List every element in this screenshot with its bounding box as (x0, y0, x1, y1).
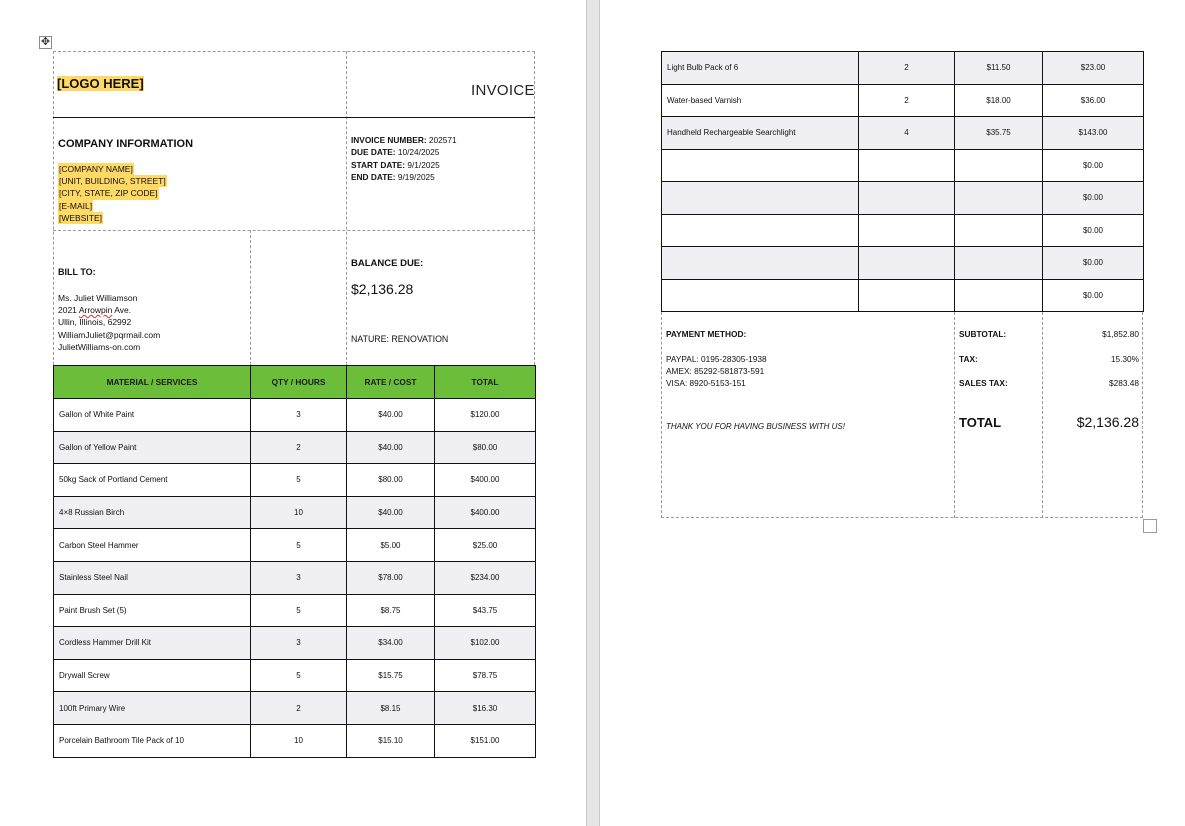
invoice-meta (351, 134, 457, 184)
tax-value: 15.30% (1110, 354, 1139, 364)
company-city-placeholder[interactable]: [CITY, STATE, ZIP CODE] (59, 188, 158, 199)
client-email: WilliamJuliet@pqrmail.com (58, 329, 161, 340)
table-header-row (54, 366, 536, 399)
table-row: Handheld Rechargeable Searchlight 4 $35.75 $143.00 (662, 117, 1144, 150)
bill-to-lines (58, 292, 160, 353)
bill-to-heading: BILL TO: (58, 267, 96, 277)
logo-placeholder[interactable]: [LOGO HERE] (57, 76, 144, 91)
table-border (53, 230, 535, 231)
client-website: JulietWilliams-on.com (58, 341, 141, 352)
table-border (53, 51, 54, 365)
table-border (1042, 312, 1043, 518)
column-header-rate: RATE / COST (347, 366, 435, 399)
table-row: $0.00 (662, 149, 1144, 182)
table-row: $0.00 (662, 182, 1144, 215)
company-website-placeholder[interactable]: [WEBSITE] (59, 212, 102, 223)
company-name-placeholder[interactable]: [COMPANY NAME] (59, 164, 133, 174)
table-row: $0.00 (662, 279, 1144, 312)
invoice-nature: NATURE: RENOVATION (351, 334, 449, 344)
table-move-handle-icon[interactable]: ✥ (40, 36, 51, 48)
tax-label: TAX: (959, 354, 978, 364)
balance-due-value: $2,136.28 (351, 281, 414, 297)
subtotal-label: SUBTOTAL: (959, 329, 1007, 339)
company-street-placeholder[interactable]: [UNIT, BUILDING, STREET] (59, 176, 166, 187)
start-date: START DATE: 9/1/2025 (351, 159, 440, 170)
table-border (661, 517, 1143, 518)
table-row: Light Bulb Pack of 6 2 $11.50 $23.00 (662, 52, 1144, 85)
table-row: $0.00 (662, 214, 1144, 247)
column-header-total: TOTAL (435, 366, 536, 399)
client-name: Ms. Juliet Williamson (58, 293, 138, 303)
table-row: 4×8 Russian Birch 10 $40.00 $400.00 (54, 496, 536, 529)
table-row: Gallon of Yellow Paint 2 $40.00 $80.00 (54, 431, 536, 464)
line-items-table-page2 (661, 51, 1144, 312)
table-border (346, 51, 347, 365)
table-border (53, 51, 535, 52)
line-items-table-page1 (53, 365, 536, 758)
table-row: Carbon Steel Hammer 5 $5.00 $25.00 (54, 529, 536, 562)
paypal-account: PAYPAL: 0195-28305-1938 (666, 354, 767, 364)
table-resize-handle-icon[interactable] (1143, 519, 1157, 533)
document-page-1 (0, 0, 587, 826)
table-row: $0.00 (662, 247, 1144, 280)
table-row: Cordless Hammer Drill Kit 3 $34.00 $102.00 (54, 627, 536, 660)
invoice-title: INVOICE (471, 82, 535, 99)
table-row: 100ft Primary Wire 2 $8.15 $16.30 (54, 692, 536, 725)
company-info-heading: COMPANY INFORMATION (58, 138, 194, 150)
end-date: END DATE: 9/19/2025 (351, 172, 435, 183)
total-label: TOTAL (959, 415, 1002, 430)
header-divider (53, 117, 535, 118)
page-gutter (586, 0, 600, 826)
table-border (250, 230, 251, 365)
total-value: $2,136.28 (1076, 414, 1139, 430)
thank-you-note: THANK YOU FOR HAVING BUSINESS WITH US! (666, 422, 845, 431)
payment-method-heading: PAYMENT METHOD: (666, 329, 747, 339)
due-date: DUE DATE: 10/24/2025 (351, 147, 440, 158)
company-info-lines (58, 163, 167, 224)
company-email-placeholder[interactable]: [E-MAIL] (59, 200, 93, 211)
table-row: Water-based Varnish 2 $18.00 $36.00 (662, 84, 1144, 117)
table-row: Porcelain Bathroom Tile Pack of 10 10 $15.10 $151.00 (54, 724, 536, 757)
table-border (1142, 312, 1143, 518)
invoice-number: INVOICE NUMBER: 202571 (351, 135, 457, 145)
sales-tax-label: SALES TAX: (959, 378, 1008, 388)
table-row: Gallon of White Paint 3 $40.00 $120.00 (54, 399, 536, 432)
table-row: Drywall Screw 5 $15.75 $78.75 (54, 659, 536, 692)
client-street: 2021 Arrowpin Ave. (58, 305, 132, 316)
balance-due-label: BALANCE DUE: (351, 258, 424, 269)
table-row: Paint Brush Set (5) 5 $8.75 $43.75 (54, 594, 536, 627)
table-row: Stainless Steel Nail 3 $78.00 $234.00 (54, 561, 536, 594)
visa-account: VISA: 8920-5153-151 (666, 378, 746, 389)
amex-account: AMEX: 85292-581873-591 (666, 366, 765, 377)
table-border (954, 312, 955, 518)
client-city: Ullin, Illinois, 62992 (58, 317, 132, 328)
table-row: 50kg Sack of Portland Cement 5 $80.00 $400.00 (54, 464, 536, 497)
payment-method-lines (666, 353, 767, 390)
column-header-qty: QTY / HOURS (251, 366, 347, 399)
column-header-material: MATERIAL / SERVICES (54, 366, 251, 399)
subtotal-value: $1,852.80 (1102, 329, 1139, 339)
spelling-error-word[interactable]: Arrowpin (78, 305, 113, 316)
table-border (661, 312, 662, 518)
sales-tax-value: $283.48 (1109, 378, 1139, 388)
